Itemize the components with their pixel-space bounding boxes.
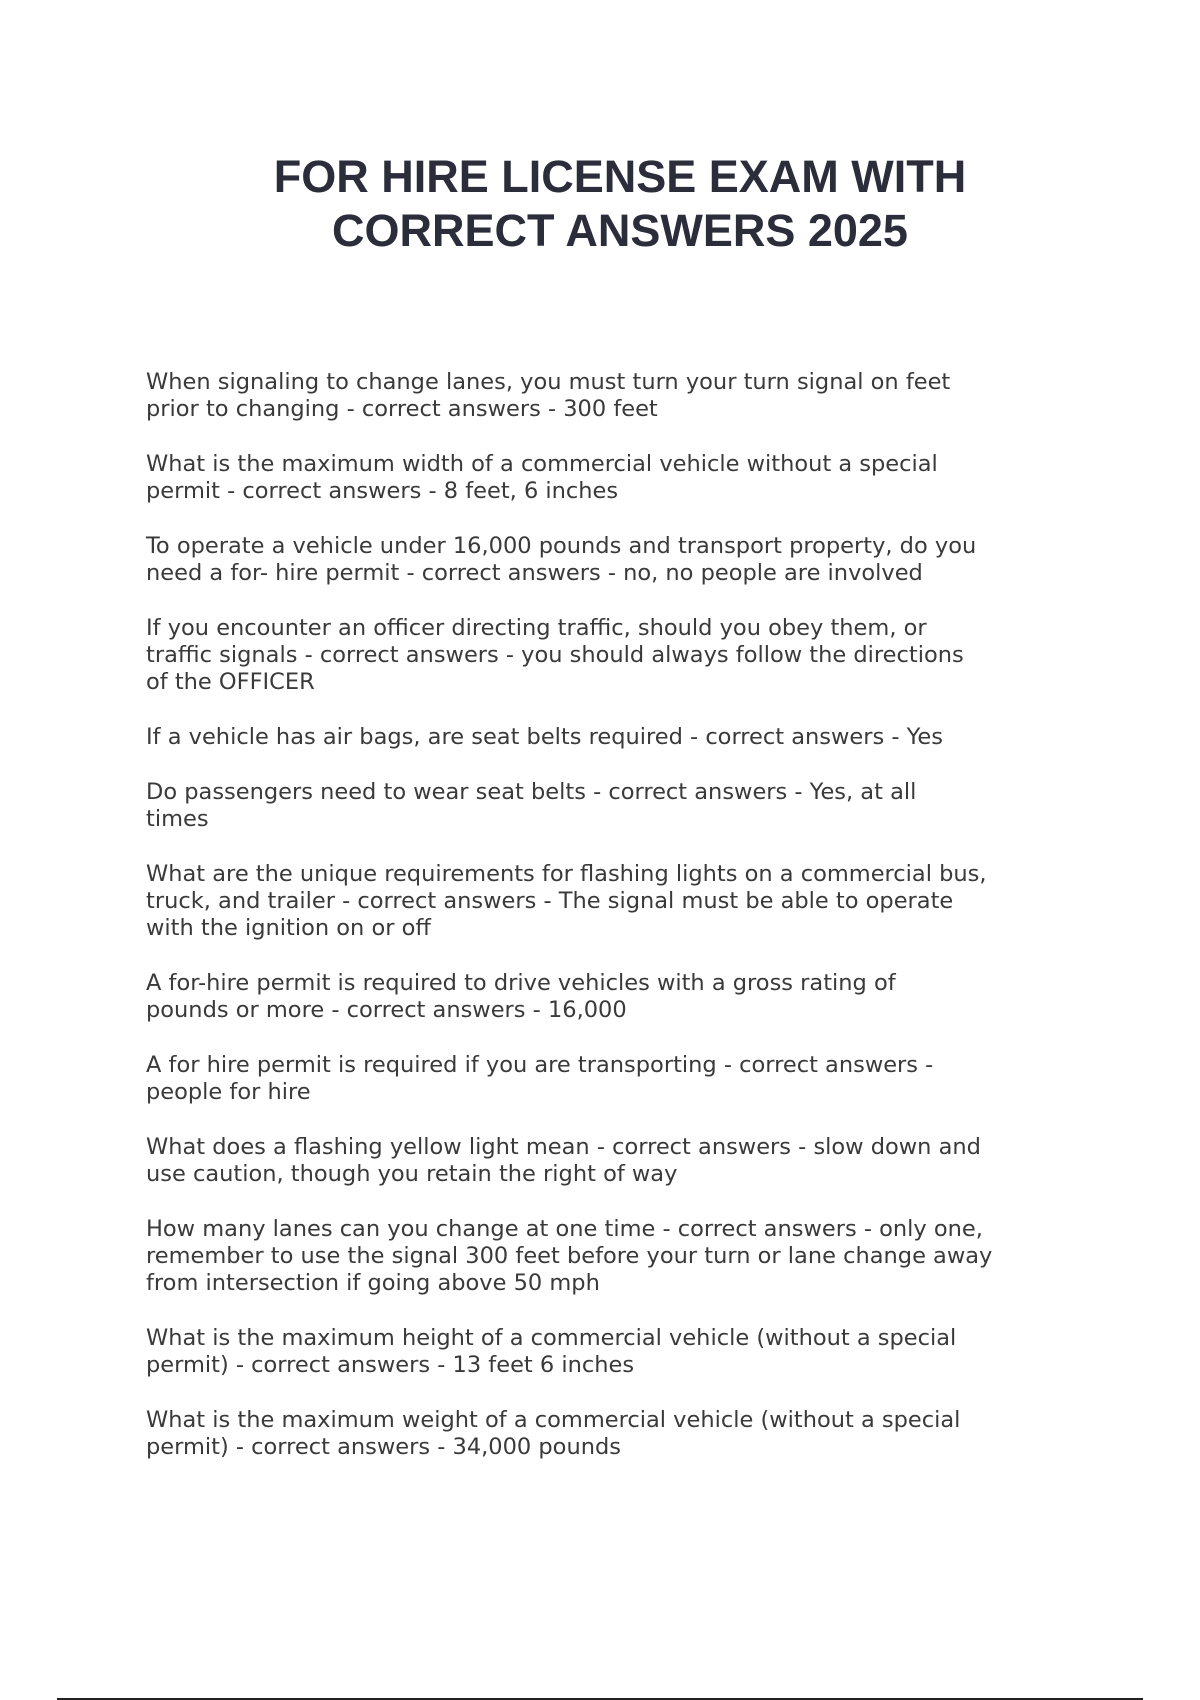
document-title: FOR HIRE LICENSE EXAM WITH CORRECT ANSWERS 2025 [273, 151, 967, 256]
qa-item: What is the maximum weight of a commercial vehicle (without a special permit) - correct answers - 34,000 pounds [146, 1407, 961, 1460]
qa-item: How many lanes can you change at one time - correct answers - only one, remember to use the signal 300 feet before your turn or lane change away from intersection if going above 50 mph [146, 1216, 993, 1296]
qa-item: What is the maximum height of a commercial vehicle (without a special permit) - correct answers - 13 feet 6 inches [146, 1325, 957, 1378]
qa-item: What are the unique requirements for flashing lights on a commercial bus, truck, and trailer - correct answers - The signal must be able to operate with the ignition on or off [146, 861, 987, 941]
qa-item: When signaling to change lanes, you must turn your turn signal on feet prior to changing - correct answers - 300 feet [146, 369, 951, 422]
qa-item: A for hire permit is required if you are transporting - correct answers - people for hire [146, 1052, 934, 1105]
qa-item: If you encounter an officer directing traffic, should you obey them, or traffic signals - correct answers - you should always follow the directions of the OFFICER [146, 615, 964, 695]
qa-item: What does a flashing yellow light mean - correct answers - slow down and use caution, though you retain the right of way [146, 1134, 981, 1187]
qa-item: A for-hire permit is required to drive vehicles with a gross rating of pounds or more - correct answers - 16,000 [146, 970, 896, 1023]
qa-item: To operate a vehicle under 16,000 pounds and transport property, do you need a for- hire permit - correct answers - no, no people are involved [146, 533, 977, 586]
qa-list [146, 369, 1066, 1489]
qa-item: What is the maximum width of a commercial vehicle without a special permit - correct answers - 8 feet, 6 inches [146, 451, 938, 504]
qa-item: Do passengers need to wear seat belts - correct answers - Yes, at all times [146, 779, 917, 832]
qa-item: If a vehicle has air bags, are seat belts required - correct answers - Yes [146, 724, 943, 750]
